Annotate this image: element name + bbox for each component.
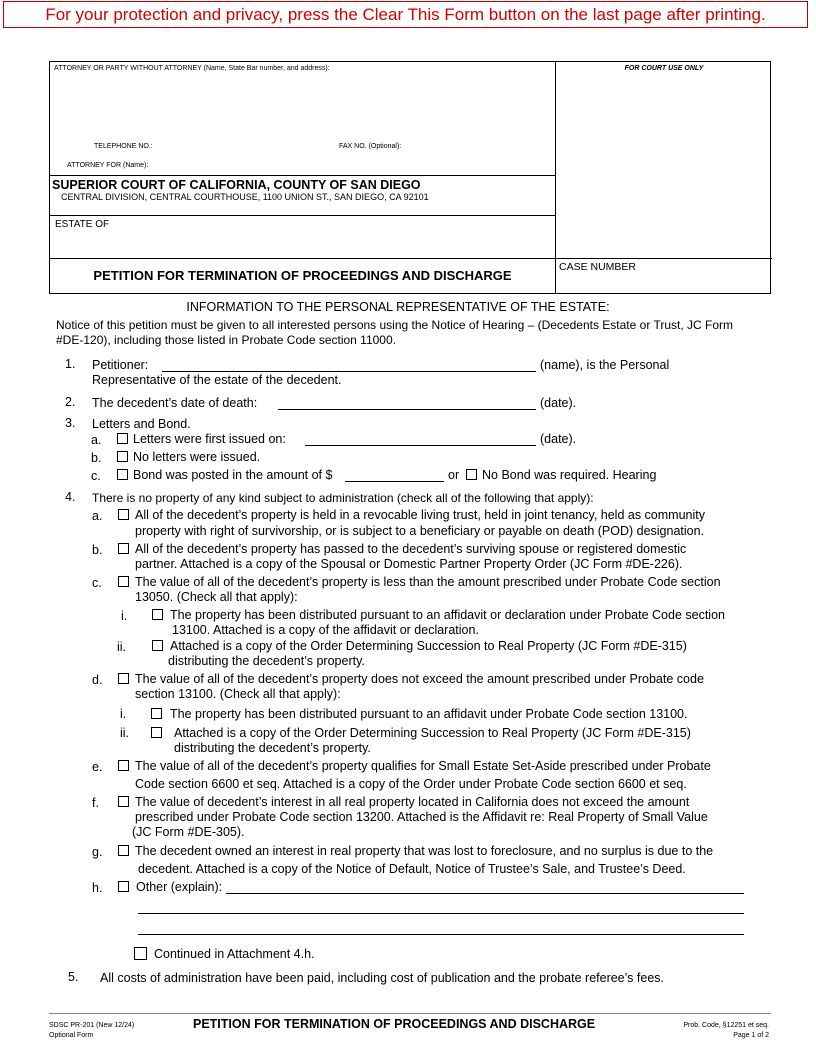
item-4f-line-3: (JC Form #DE-305).	[132, 825, 245, 839]
item-5-text: All costs of administration have been paid, including cost of publication and the probate referee’s fees.	[100, 971, 665, 985]
item-4c-letter: c.	[92, 576, 102, 590]
no-bond-checkbox[interactable]	[466, 469, 477, 480]
item-4h-label: Other (explain):	[136, 880, 223, 894]
date-of-death-field[interactable]	[278, 409, 536, 410]
item-3a-letter: a.	[91, 433, 102, 447]
order-succession-checkbox-c[interactable]	[152, 640, 163, 651]
item-1-tail: (name), is the Personal	[540, 358, 670, 372]
item-4h-letter: h.	[92, 881, 103, 895]
item-4ci-line-2: 13100. Attached is a copy of the affidavit or declaration.	[172, 623, 479, 637]
item-4c-line-2: 13050. (Check all that apply):	[135, 590, 298, 604]
attorney-label: ATTORNEY OR PARTY WITHOUT ATTORNEY (Name, State Bar number, and address):	[54, 65, 330, 72]
trust-property-checkbox[interactable]	[118, 509, 129, 520]
info-line-1: Notice of this petition must be given to all interested persons using the Notice of Hearing – (Decedents Estate or Trust, JC Form	[56, 318, 733, 332]
attachment-4h-checkbox[interactable]	[134, 947, 147, 960]
item-2-number: 2.	[65, 395, 76, 409]
info-line-2: #DE-120), including those listed in Probate Code section 11000.	[56, 333, 396, 347]
item-4di-numeral: i.	[120, 707, 127, 721]
item-1-number: 1.	[65, 357, 76, 371]
item-3c-letter: c.	[91, 469, 101, 483]
rule	[50, 215, 555, 216]
court-name: SUPERIOR COURT OF CALIFORNIA, COUNTY OF SAN DIEGO	[52, 178, 421, 192]
item-4a-line-1: All of the decedent’s property is held in a revocable living trust, held in joint tenancy, held as community	[135, 508, 705, 522]
estate-of-label: ESTATE OF	[55, 219, 110, 230]
other-explain-field-2[interactable]	[138, 913, 744, 914]
item-4h-continued: Continued in Attachment 4.h.	[154, 947, 315, 961]
item-4cii-line-1: Attached is a copy of the Order Determining Succession to Real Property (JC Form #DE-315)	[170, 639, 687, 653]
petitioner-name-field[interactable]	[162, 371, 536, 372]
case-number-label: CASE NUMBER	[559, 261, 637, 273]
item-5-number: 5.	[68, 970, 79, 984]
item-3b-letter: b.	[91, 451, 102, 465]
item-4dii-line-1: Attached is a copy of the Order Determining Succession to Real Property (JC Form #DE-315)	[174, 726, 691, 740]
item-1-line-2: Representative of the estate of the decedent.	[92, 373, 342, 387]
letters-date-field[interactable]	[305, 445, 536, 446]
item-4ci-numeral: i.	[121, 609, 128, 623]
clear-form-notice: For your protection and privacy, press the Clear This Form button on the last page after printing.	[3, 1, 808, 28]
item-4cii-numeral: ii.	[117, 640, 127, 654]
item-3a-tail: (date).	[540, 432, 577, 446]
item-4b-line-2: partner. Attached is a copy of the Spousal or Domestic Partner Property Order (JC Form #DE-226).	[135, 557, 683, 571]
item-4b-letter: b.	[92, 543, 103, 557]
attorney-for-label: ATTORNEY FOR (Name):	[67, 162, 149, 169]
item-3a-text: Letters were first issued on:	[133, 432, 286, 446]
court-use-label: FOR COURT USE ONLY	[624, 65, 704, 72]
footer-optional: Optional Form	[49, 1032, 94, 1039]
item-4e-line-2: Code section 6600 et seq. Attached is a copy of the Order under Probate Code section 6600 et seq.	[135, 777, 687, 791]
foreclosure-checkbox[interactable]	[118, 845, 129, 856]
bond-amount-field[interactable]	[345, 481, 444, 482]
item-4d-line-2: section 13100. (Check all that apply):	[135, 687, 341, 701]
item-4g-line-2: decedent. Attached is a copy of the Notice of Default, Notice of Trustee’s Sale, and Trustee’s Deed.	[138, 862, 686, 876]
info-heading: INFORMATION TO THE PERSONAL REPRESENTATIVE OF THE ESTATE:	[186, 300, 610, 314]
item-4dii-numeral: ii.	[120, 726, 130, 740]
item-4d-letter: d.	[92, 673, 103, 687]
affidavit-13100-checkbox[interactable]	[151, 708, 162, 719]
letters-issued-checkbox[interactable]	[117, 433, 128, 444]
other-checkbox[interactable]	[118, 881, 129, 892]
item-4-label: There is no property of any kind subject to administration (check all of the following that apply):	[92, 491, 594, 505]
item-4f-letter: f.	[92, 796, 99, 810]
item-4di-text: The property has been distributed pursuant to an affidavit under Probate Code section 13100.	[170, 707, 688, 721]
form-title: PETITION FOR TERMINATION OF PROCEEDINGS AND DISCHARGE	[93, 268, 512, 283]
item-4b-line-1: All of the decedent’s property has passed to the decedent’s surviving spouse or registered domestic	[135, 542, 687, 556]
item-4g-line-1: The decedent owned an interest in real property that was lost to foreclosure, and no surplus is due to the	[135, 844, 714, 858]
no-letters-checkbox[interactable]	[117, 451, 128, 462]
order-succession-checkbox-d[interactable]	[151, 727, 162, 738]
footer-page: Page 1 of 2	[733, 1032, 769, 1039]
item-4f-line-2: prescribed under Probate Code section 13200. Attached is the Affidavit re: Real Property of Small Value	[135, 810, 708, 824]
item-4e-line-1: The value of all of the decedent’s property qualifies for Small Estate Set-Aside prescribed under Probate	[135, 759, 711, 773]
other-explain-field-1[interactable]	[226, 893, 744, 894]
item-4-number: 4.	[65, 490, 76, 504]
item-2-label: The decedent’s date of death:	[92, 396, 258, 410]
footer-title: PETITION FOR TERMINATION OF PROCEEDINGS AND DISCHARGE	[193, 1017, 596, 1031]
item-2-tail: (date).	[540, 396, 577, 410]
item-4dii-line-2: distributing the decedent’s property.	[174, 741, 371, 755]
item-4a-letter: a.	[92, 509, 103, 523]
item-3c-tail: No Bond was required. Hearing	[482, 468, 657, 482]
item-4e-letter: e.	[92, 760, 103, 774]
caption-header	[49, 61, 771, 294]
telephone-label: TELEPHONE NO.:	[94, 143, 153, 150]
real-property-13200-checkbox[interactable]	[118, 796, 129, 807]
footer-form-id: SDSC PR-201 (New 12/24)	[49, 1022, 135, 1029]
under-13050-checkbox[interactable]	[118, 576, 129, 587]
bond-posted-checkbox[interactable]	[117, 469, 128, 480]
item-4ci-line-1: The property has been distributed pursuant to an affidavit or declaration under Probate Code section	[170, 608, 725, 622]
item-3-number: 3.	[65, 416, 76, 430]
item-3c-or: or	[448, 468, 460, 482]
item-4a-line-2: property with right of survivorship, or is subject to a beneficiary or payable on death (POD) designation.	[135, 524, 705, 538]
item-4d-line-1: The value of all of the decedent’s property does not exceed the amount prescribed under Probate code	[135, 672, 704, 686]
affidavit-distributed-checkbox[interactable]	[152, 609, 163, 620]
footer-rule	[49, 1013, 771, 1014]
other-explain-field-3[interactable]	[138, 934, 744, 935]
item-4c-line-1: The value of all of the decedent’s property is less than the amount prescribed under Probate Code section	[135, 575, 721, 589]
under-13100-checkbox[interactable]	[118, 673, 129, 684]
court-address: CENTRAL DIVISION, CENTRAL COURTHOUSE, 1100 UNION ST., SAN DIEGO, CA 92101	[61, 192, 429, 202]
fax-label: FAX NO. (Optional):	[339, 143, 402, 150]
item-3c-text: Bond was posted in the amount of $	[133, 468, 333, 482]
spouse-property-checkbox[interactable]	[118, 543, 129, 554]
rule	[50, 175, 555, 176]
item-1-label: Petitioner:	[92, 358, 149, 372]
footer-code: Prob. Code, §12251 et seq.	[683, 1022, 769, 1029]
item-3b-text: No letters were issued.	[133, 450, 261, 464]
item-4f-line-1: The value of decedent’s interest in all real property located in California does not exceed the amount	[135, 795, 690, 809]
small-estate-checkbox[interactable]	[118, 760, 129, 771]
item-4cii-line-2: distributing the decedent’s property.	[168, 654, 365, 668]
item-4g-letter: g.	[92, 845, 103, 859]
item-3-label: Letters and Bond.	[92, 417, 191, 431]
